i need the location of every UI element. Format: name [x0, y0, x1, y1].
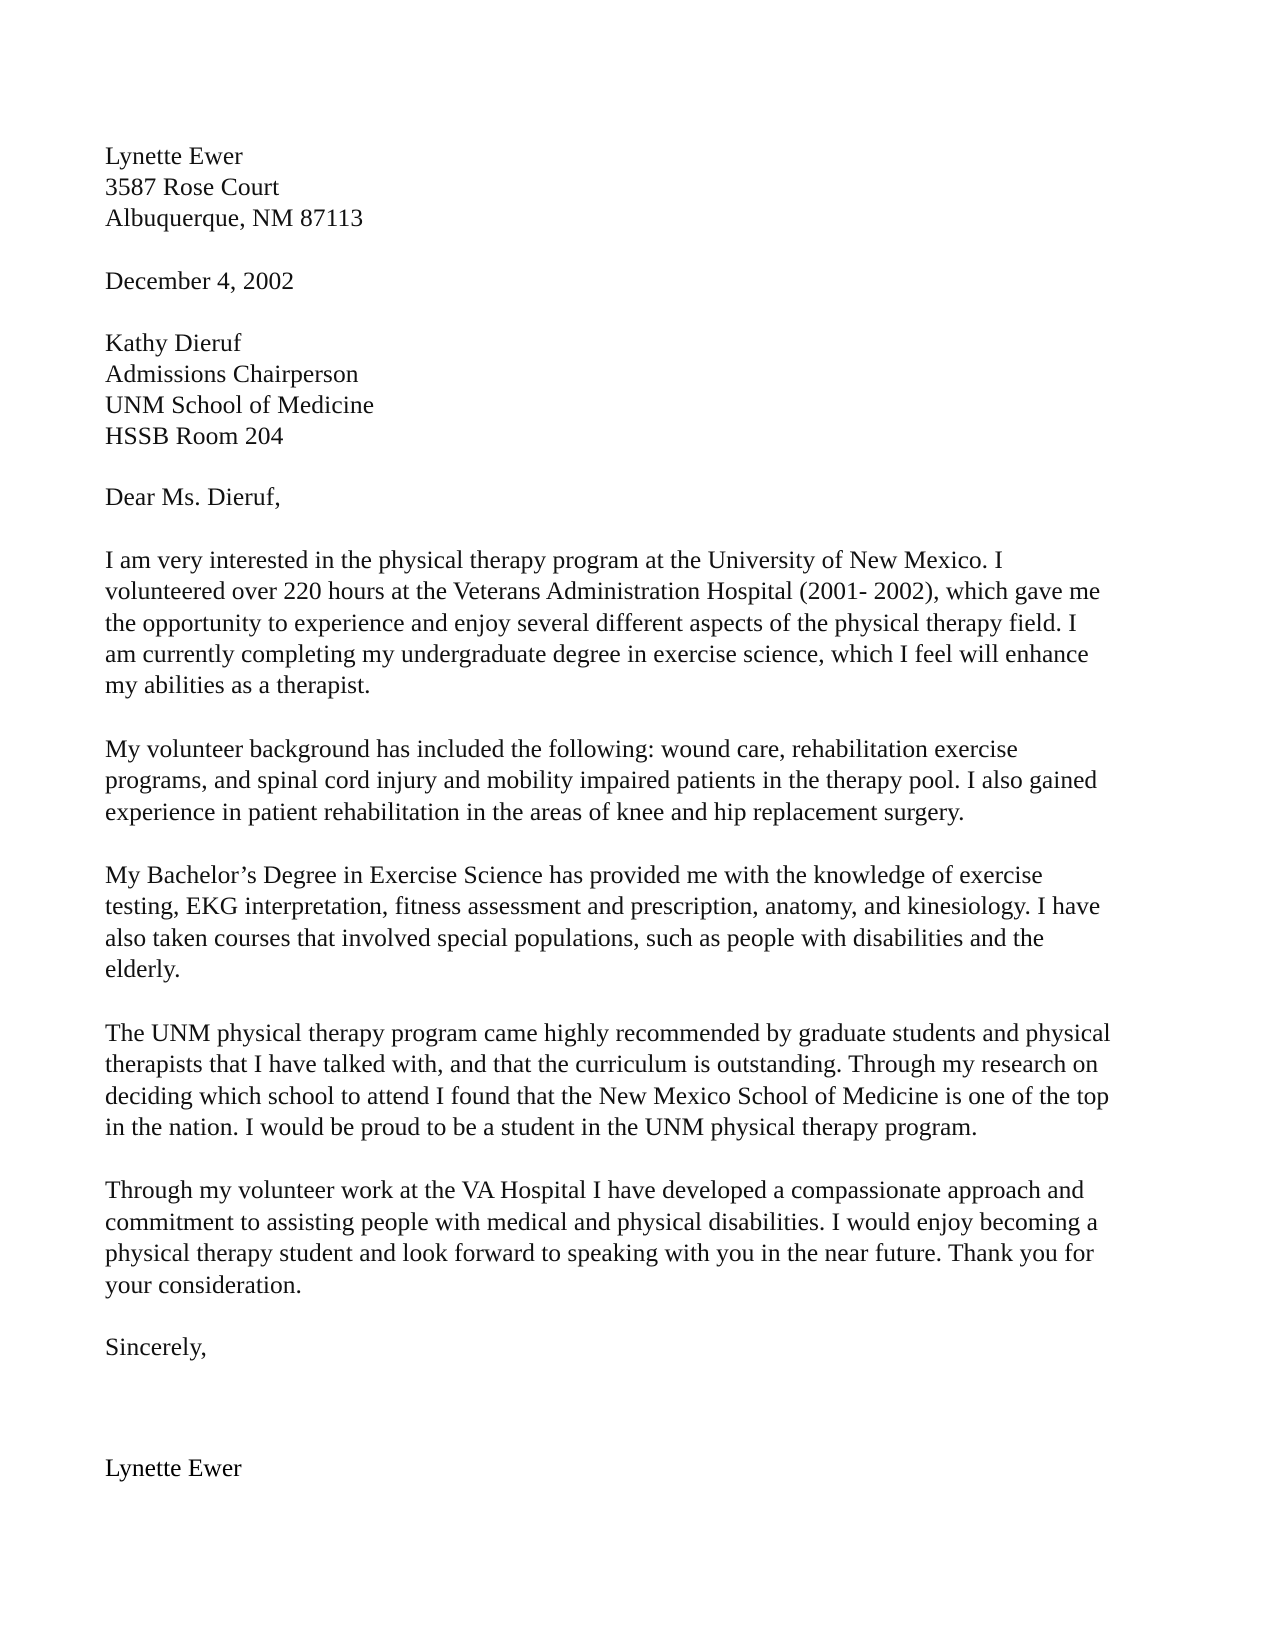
body-paragraph-4: The UNM physical therapy program came highly recommended by graduate students and physical therapists that I have talked with, and that the curriculum is outstanding. Through my research on deciding which school to attend I found that the New Mexico School of Medicine is one of the top in the nation. I would be proud to be a student in the UNM physical therapy program. — [105, 1017, 1111, 1141]
recipient-organization: UNM School of Medicine — [105, 390, 375, 420]
letter-date: December 4, 2002 — [105, 265, 295, 295]
sender-name: Lynette Ewer — [105, 141, 243, 170]
sender-street: 3587 Rose Court — [105, 172, 280, 202]
spacer-before-closing — [105, 1300, 1115, 1331]
spacer-after-sender — [105, 234, 1115, 265]
signature-name: Lynette Ewer — [105, 1453, 242, 1483]
body-paragraph-2: My volunteer background has included the following: wound care, rehabilitation exercise programs, and spinal cord injury and mobility impaired patients in the therapy pool. I also gained experience in patient rehabilitation in the areas of knee and hip replacement surgery. — [105, 733, 1098, 826]
spacer-paragraph-1 — [105, 701, 1115, 733]
sender-address-block — [105, 140, 1115, 234]
salutation-block — [105, 481, 1115, 512]
closing-salutation: Sincerely, — [105, 1331, 208, 1361]
body-paragraph-5: Through my volunteer work at the VA Hospital I have developed a compassionate approach and commitment to assisting people with medical and physical disabilities. I would enjoy becoming a physical therapy student and look forward to speaking with you in the near future. Thank you for your consideration. — [105, 1175, 1098, 1299]
body-paragraph-1: I am very interested in the physical therapy program at the University of New Mexico. I volunteered over 220 hours at the Veterans Administration Hospital (2001- 2002), which gave me the opportunity to experience and enjoy several different aspects of the physical therapy field. I am currently completing my undergraduate degree in exercise science, which I feel will enhance my abilities as a therapist. — [105, 544, 1101, 700]
letter-date-block — [105, 265, 1115, 296]
closing-block — [105, 1331, 1115, 1362]
recipient-name: Kathy Dieruf — [105, 327, 242, 357]
recipient-title: Admissions Chairperson — [105, 359, 359, 389]
spacer-paragraph-4 — [105, 1142, 1115, 1174]
salutation: Dear Ms. Dieruf, — [105, 481, 281, 511]
spacer-after-salutation — [105, 512, 1115, 544]
recipient-address: HSSB Room 204 — [105, 421, 284, 451]
letter-body — [105, 140, 1115, 1483]
spacer-after-recipient — [105, 452, 1115, 481]
spacer-after-date — [105, 296, 1115, 327]
body-paragraph-3: My Bachelor’s Degree in Exercise Science has provided me with the knowledge of exercise testing, EKG interpretation, fitness assessment and prescription, anatomy, and kinesiology. I have also taken courses that involved special populations, such as people with disabilities and the elderly. — [105, 860, 1101, 984]
signature-space — [105, 1362, 1115, 1452]
sender-city-state-zip: Albuquerque, NM 87113 — [105, 203, 364, 233]
spacer-paragraph-2 — [105, 827, 1115, 859]
spacer-paragraph-3 — [105, 985, 1115, 1017]
recipient-address-block — [105, 327, 1115, 452]
